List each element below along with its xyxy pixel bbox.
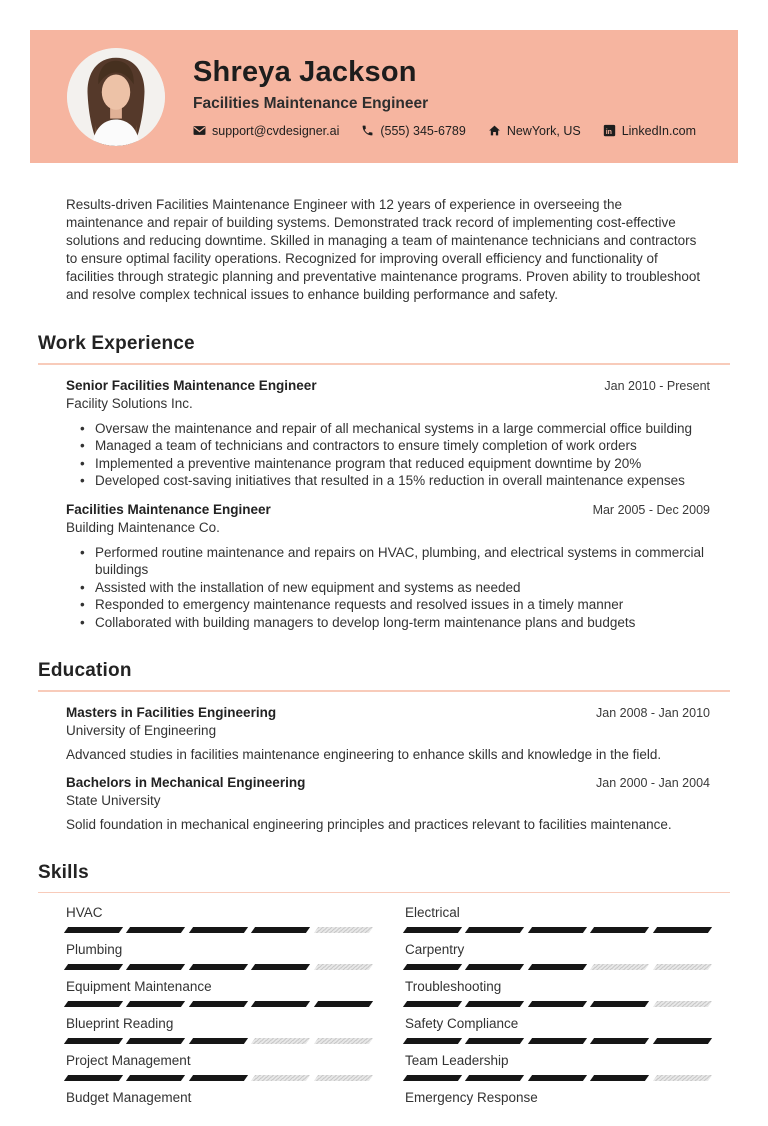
skill-segment-filled <box>126 964 186 970</box>
job-bullet: • Oversaw the maintenance and repair of all mechanical systems in a large commercial office building <box>80 420 710 438</box>
skill-item-project-management <box>66 1052 371 1081</box>
candidate-name: Shreya Jackson <box>193 56 696 89</box>
work-entry-2 <box>66 502 710 632</box>
work-entry-1 <box>66 378 710 490</box>
contact-location-text: NewYork, US <box>507 124 581 138</box>
section-education <box>38 660 730 833</box>
degree-title: Bachelors in Mechanical Engineering <box>66 775 305 790</box>
skill-segment-filled <box>590 927 650 933</box>
skill-segment-empty <box>653 1001 713 1007</box>
header-info <box>193 56 696 138</box>
skill-bar <box>405 964 710 970</box>
profile-photo <box>67 48 165 146</box>
skill-bar <box>405 927 710 933</box>
skill-item-hvac <box>66 904 371 933</box>
degree-title: Masters in Facilities Engineering <box>66 705 276 720</box>
degree-date: Jan 2008 - Jan 2010 <box>596 705 710 720</box>
skill-label: Equipment Maintenance <box>66 978 371 995</box>
skill-bar <box>66 964 371 970</box>
skill-item-plumbing <box>66 941 371 970</box>
candidate-job-title: Facilities Maintenance Engineer <box>193 95 696 113</box>
skill-segment-filled <box>189 927 249 933</box>
section-divider <box>38 690 730 692</box>
section-divider <box>38 892 730 894</box>
job-bullet: • Developed cost-saving initiatives that resulted in a 15% reduction in overall maintenance expenses <box>80 472 710 490</box>
degree-description: Advanced studies in facilities maintenance engineering to enhance skills and knowledge in the field. <box>66 746 710 763</box>
svg-text:in: in <box>605 129 611 136</box>
section-title-skills: Skills <box>38 862 730 884</box>
skill-segment-filled <box>64 964 124 970</box>
education-entry-2 <box>66 775 710 833</box>
job-title: Facilities Maintenance Engineer <box>66 502 271 517</box>
email-icon <box>193 124 206 137</box>
skill-segment-empty <box>653 964 713 970</box>
skill-label: Budget Management <box>66 1089 371 1106</box>
skill-label: Project Management <box>66 1052 371 1069</box>
linkedin-icon <box>603 124 616 137</box>
skill-segment-filled <box>528 1038 588 1044</box>
section-title-education: Education <box>38 660 730 682</box>
skills-grid <box>66 904 710 1126</box>
skill-segment-filled <box>590 1075 650 1081</box>
skill-segment-filled <box>590 1038 650 1044</box>
skill-segment-filled <box>403 927 463 933</box>
degree-description: Solid foundation in mechanical engineering principles and practices relevant to facilities maintenance. <box>66 816 710 833</box>
skill-bar <box>405 1038 710 1044</box>
skill-segment-filled <box>465 964 525 970</box>
section-divider <box>38 363 730 365</box>
phone-icon <box>361 124 374 137</box>
skill-label: Emergency Response <box>405 1089 710 1106</box>
skill-segment-filled <box>126 927 186 933</box>
job-bullet: • Responded to emergency maintenance requests and resolved issues in a timely manner <box>80 596 710 614</box>
skill-segment-filled <box>64 1075 124 1081</box>
skill-bar <box>66 1038 371 1044</box>
skill-segment-filled <box>64 1038 124 1044</box>
skill-item-electrical <box>405 904 710 933</box>
skill-segment-empty <box>314 1075 374 1081</box>
contact-email[interactable] <box>193 124 339 138</box>
job-title: Senior Facilities Maintenance Engineer <box>66 378 317 393</box>
skill-segment-filled <box>251 964 311 970</box>
skill-segment-empty <box>251 1038 311 1044</box>
skill-segment-empty <box>314 964 374 970</box>
skill-bar <box>66 927 371 933</box>
skill-item-equipment-maintenance <box>66 978 371 1007</box>
skill-segment-filled <box>528 964 588 970</box>
job-bullet: • Performed routine maintenance and repairs on HVAC, plumbing, and electrical systems in commercial buildings <box>80 544 710 579</box>
degree-school: State University <box>66 793 305 808</box>
contact-linkedin[interactable] <box>603 124 696 138</box>
skill-item-budget-management <box>66 1089 371 1118</box>
skill-segment-empty <box>653 1075 713 1081</box>
skill-label: Plumbing <box>66 941 371 958</box>
contact-phone[interactable] <box>361 124 465 138</box>
skill-segment-empty <box>314 1038 374 1044</box>
skill-segment-filled <box>189 1001 249 1007</box>
section-work-experience <box>38 333 730 631</box>
skill-segment-filled <box>653 927 713 933</box>
skill-label: Troubleshooting <box>405 978 710 995</box>
skill-item-blueprint-reading <box>66 1015 371 1044</box>
job-bullet: • Managed a team of technicians and contractors to ensure timely completion of work orders <box>80 437 710 455</box>
skill-bar <box>405 1112 710 1118</box>
entry-header <box>66 775 710 808</box>
skill-segment-filled <box>189 1075 249 1081</box>
summary-text: Results-driven Facilities Maintenance Engineer with 12 years of experience in overseeing the maintenance and repair of building systems. Demonstrated track record of implementing cost-effective solutions and reducing downtime. Skilled in managing a team of maintenance technicians and contractors to ensure optimal facility operations. Recognized for improving overall efficiency and functionality of facilities through strategic planning and preventative maintenance programs. Proven ability to troubleshoot and resolve complex technical issues to enhance building performance and safety. <box>66 196 702 304</box>
skill-item-carpentry <box>405 941 710 970</box>
skill-segment-filled <box>528 1075 588 1081</box>
entry-header <box>66 502 710 535</box>
skill-item-emergency-response <box>405 1089 710 1118</box>
job-bullet: • Collaborated with building managers to develop long-term maintenance plans and budgets <box>80 614 710 632</box>
resume-header <box>30 30 738 163</box>
job-bullet: • Implemented a preventive maintenance program that reduced equipment downtime by 20% <box>80 455 710 473</box>
skill-segment-filled <box>465 1038 525 1044</box>
contact-location <box>488 124 581 138</box>
avatar-illustration <box>67 48 165 146</box>
skill-label: HVAC <box>66 904 371 921</box>
education-entry-1 <box>66 705 710 763</box>
skill-label: Carpentry <box>405 941 710 958</box>
contact-phone-text: (555) 345-6789 <box>380 124 465 138</box>
skill-segment-filled <box>403 964 463 970</box>
skill-segment-empty <box>251 1075 311 1081</box>
job-date: Mar 2005 - Dec 2009 <box>593 502 710 517</box>
skill-segment-filled <box>126 1075 186 1081</box>
skill-segment-filled <box>403 1075 463 1081</box>
skill-segment-filled <box>465 1001 525 1007</box>
job-bullets <box>80 544 710 632</box>
job-company: Facility Solutions Inc. <box>66 396 317 411</box>
skill-bar <box>66 1075 371 1081</box>
skill-segment-filled <box>528 927 588 933</box>
resume-body <box>30 196 738 1126</box>
skill-segment-filled <box>653 1038 713 1044</box>
skill-label: Team Leadership <box>405 1052 710 1069</box>
skill-bar <box>405 1075 710 1081</box>
job-date: Jan 2010 - Present <box>604 378 710 393</box>
skill-label: Safety Compliance <box>405 1015 710 1032</box>
skill-bar <box>66 1112 371 1118</box>
section-skills <box>38 862 730 1126</box>
contact-linkedin-text: LinkedIn.com <box>622 124 696 138</box>
skill-segment-filled <box>590 1001 650 1007</box>
skill-segment-filled <box>189 1038 249 1044</box>
skill-segment-filled <box>465 1075 525 1081</box>
skill-bar <box>405 1001 710 1007</box>
section-title-work: Work Experience <box>38 333 730 355</box>
skill-segment-filled <box>403 1038 463 1044</box>
home-icon <box>488 124 501 137</box>
skill-segment-filled <box>465 927 525 933</box>
entry-header <box>66 378 710 411</box>
job-bullets <box>80 420 710 490</box>
skill-label: Blueprint Reading <box>66 1015 371 1032</box>
contact-row <box>193 124 696 138</box>
skill-segment-filled <box>126 1038 186 1044</box>
skill-segment-filled <box>126 1001 186 1007</box>
skill-segment-filled <box>528 1001 588 1007</box>
skill-segment-filled <box>189 964 249 970</box>
skill-segment-empty <box>314 927 374 933</box>
skill-segment-filled <box>251 927 311 933</box>
skill-label: Electrical <box>405 904 710 921</box>
skill-segment-filled <box>251 1001 311 1007</box>
job-bullet: • Assisted with the installation of new equipment and systems as needed <box>80 579 710 597</box>
skill-segment-empty <box>590 964 650 970</box>
skill-item-team-leadership <box>405 1052 710 1081</box>
skill-bar <box>66 1001 371 1007</box>
skill-segment-filled <box>403 1001 463 1007</box>
skill-item-troubleshooting <box>405 978 710 1007</box>
skill-item-safety-compliance <box>405 1015 710 1044</box>
skill-segment-filled <box>314 1001 374 1007</box>
degree-date: Jan 2000 - Jan 2004 <box>596 775 710 790</box>
skill-segment-filled <box>64 927 124 933</box>
degree-school: University of Engineering <box>66 723 276 738</box>
skill-segment-filled <box>64 1001 124 1007</box>
entry-header <box>66 705 710 738</box>
job-company: Building Maintenance Co. <box>66 520 271 535</box>
contact-email-text: support@cvdesigner.ai <box>212 124 339 138</box>
